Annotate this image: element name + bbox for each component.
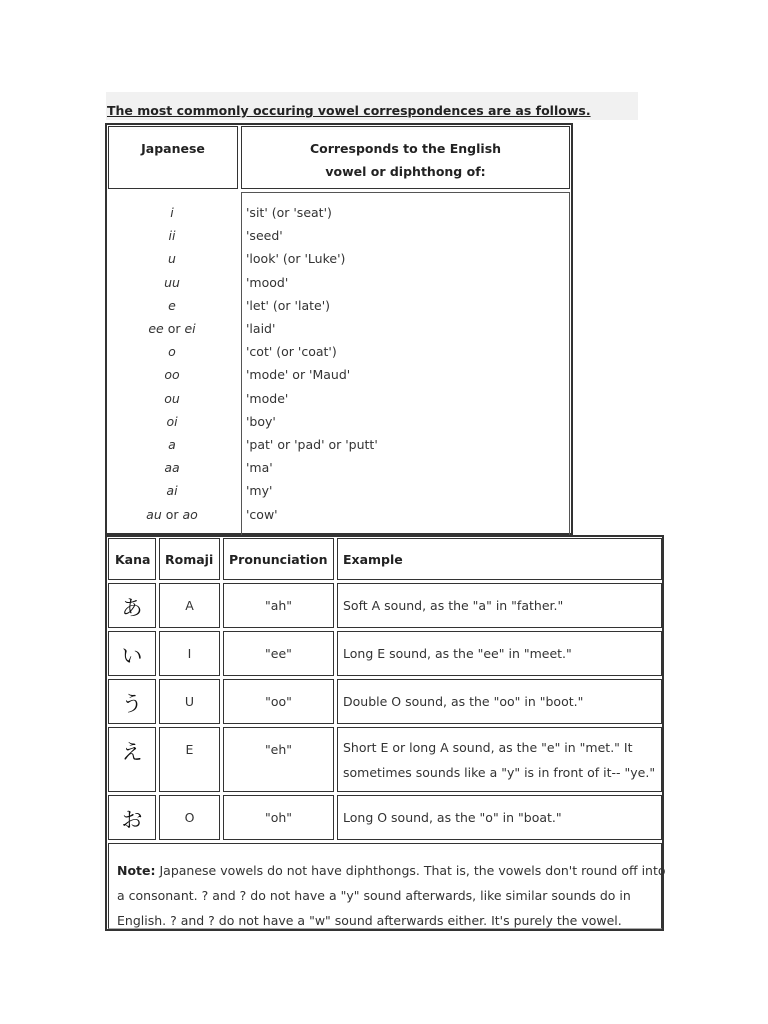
example-text: Soft A sound, as the "a" in "father." — [343, 598, 564, 613]
page-heading: The most commonly occuring vowel correspondences are as follows. — [107, 103, 591, 118]
english-equivalent: 'laid' — [246, 321, 276, 337]
japanese-vowel — [105, 201, 239, 224]
kana-character: あ — [121, 596, 143, 620]
header-example-cell — [337, 538, 662, 580]
romaji-text: O — [184, 810, 195, 825]
romaji-text: I — [187, 646, 192, 661]
note-cell — [108, 843, 666, 929]
kana-cell — [108, 679, 156, 724]
english-equivalent: 'look' (or 'Luke') — [246, 251, 346, 267]
kana-cell — [108, 631, 156, 676]
kana-pronunciation-table — [105, 535, 664, 931]
example-text: Short E or long A sound, as the "e" in "met." It — [343, 740, 633, 755]
japanese-vowel-primary: o — [168, 344, 176, 360]
japanese-vowel — [105, 387, 239, 410]
example-text: Long O sound, as the "o" in "boat." — [343, 810, 562, 825]
header-kana-cell — [108, 538, 156, 580]
note-label: Note: — [117, 863, 156, 878]
pronunciation-cell — [223, 583, 334, 628]
romaji-cell — [159, 583, 220, 628]
japanese-vowel-alternate: ei — [184, 321, 196, 337]
japanese-vowel-primary: uu — [164, 274, 180, 290]
example-text: Long E sound, as the "ee" in "meet." — [343, 646, 572, 661]
japanese-vowel — [105, 340, 239, 363]
header-kana: Kana — [115, 552, 151, 567]
japanese-vowel-primary: a — [168, 437, 176, 453]
kana-character: う — [121, 692, 143, 716]
table1-header-english-line2: vowel or diphthong of: — [325, 164, 486, 179]
pronunciation-text: "ah" — [264, 598, 293, 613]
pronunciation-cell — [223, 795, 334, 840]
example-cell — [337, 631, 662, 676]
japanese-vowel-primary: ai — [166, 483, 178, 499]
japanese-vowel — [105, 294, 239, 317]
english-equivalent: 'mood' — [246, 274, 289, 290]
english-equivalent: 'let' (or 'late') — [246, 297, 331, 313]
romaji-text: A — [185, 598, 194, 613]
kana-character: え — [121, 740, 143, 764]
english-equivalent: 'sit' (or 'seat') — [246, 205, 332, 220]
note-text — [117, 858, 666, 933]
kana-character: お — [121, 808, 143, 832]
header-example: Example — [343, 552, 403, 567]
example-text-continued: sometimes sounds like a "y" is in front of it-- "ye." — [343, 765, 656, 780]
japanese-vowel-or: or — [163, 321, 185, 337]
japanese-vowel-alternate: ao — [182, 506, 198, 522]
english-equivalent: 'seed' — [246, 228, 283, 244]
romaji-text: U — [184, 694, 195, 709]
romaji-cell — [159, 727, 220, 792]
english-equivalent: 'cow' — [246, 506, 278, 522]
japanese-vowel-primary: oo — [164, 367, 180, 383]
pronunciation-cell — [223, 727, 334, 792]
header-romaji: Romaji — [165, 552, 214, 567]
japanese-vowel — [105, 410, 239, 433]
pronunciation-text: "ee" — [265, 646, 292, 661]
romaji-text: E — [185, 742, 194, 757]
japanese-vowel — [105, 479, 239, 502]
english-equivalent: 'pat' or 'pad' or 'putt' — [246, 437, 378, 453]
kana-cell — [108, 727, 156, 792]
pronunciation-cell — [223, 631, 334, 676]
japanese-vowel-primary: ii — [168, 228, 176, 244]
english-equivalent: 'boy' — [246, 413, 276, 429]
english-equivalent: 'ma' — [246, 460, 273, 476]
example-cell — [337, 583, 662, 628]
japanese-vowel-primary: ou — [164, 390, 180, 406]
english-equivalent: 'mode' — [246, 390, 289, 406]
kana-cell — [108, 795, 156, 840]
japanese-vowel — [105, 247, 239, 270]
table1-english-column — [246, 201, 378, 526]
english-equivalent: 'cot' (or 'coat') — [246, 344, 337, 360]
example-cell — [337, 795, 662, 840]
example-text: Double O sound, as the "oo" in "boot." — [343, 694, 584, 709]
pronunciation-text: "eh" — [264, 742, 293, 757]
table1-japanese-column — [105, 201, 239, 526]
english-equivalent: 'mode' or 'Maud' — [246, 367, 351, 383]
note-line3: English. ? and ? do not have a "w" sound afterwards either. It's purely the vowel. — [117, 913, 622, 928]
note-line1: Japanese vowels do not have diphthongs. That is, the vowels don't round off into — [155, 863, 666, 878]
table1-header-english-line1: Corresponds to the English — [309, 141, 502, 156]
japanese-vowel-primary: i — [170, 205, 174, 220]
japanese-vowel — [105, 363, 239, 386]
japanese-vowel — [105, 224, 239, 247]
kana-cell — [108, 583, 156, 628]
japanese-vowel-primary: aa — [164, 460, 180, 476]
romaji-cell — [159, 631, 220, 676]
header-pronunciation: Pronunciation — [229, 552, 328, 567]
vowel-correspondence-table — [105, 123, 573, 535]
japanese-vowel-primary: u — [168, 251, 176, 267]
japanese-vowel — [105, 317, 239, 340]
example-cell — [337, 727, 662, 792]
japanese-vowel — [105, 503, 239, 526]
table1-header-japanese: Japanese — [141, 141, 205, 156]
japanese-vowel-primary: oi — [166, 413, 178, 429]
pronunciation-text: "oh" — [264, 810, 293, 825]
header-pronunciation-cell — [223, 538, 334, 580]
japanese-vowel — [105, 456, 239, 479]
japanese-vowel-primary: e — [168, 297, 176, 313]
kana-character: い — [121, 644, 143, 668]
note-line2: a consonant. ? and ? do not have a "y" sound afterwards, like similar sounds do in — [117, 888, 631, 903]
japanese-vowel-primary: ee — [148, 321, 164, 337]
pronunciation-cell — [223, 679, 334, 724]
romaji-cell — [159, 679, 220, 724]
header-romaji-cell — [159, 538, 220, 580]
example-cell — [337, 679, 662, 724]
japanese-vowel-primary: au — [146, 506, 162, 522]
romaji-cell — [159, 795, 220, 840]
japanese-vowel — [105, 271, 239, 294]
pronunciation-text: "oo" — [265, 694, 292, 709]
english-equivalent: 'my' — [246, 483, 273, 499]
japanese-vowel — [105, 433, 239, 456]
japanese-vowel-or: or — [161, 506, 183, 522]
